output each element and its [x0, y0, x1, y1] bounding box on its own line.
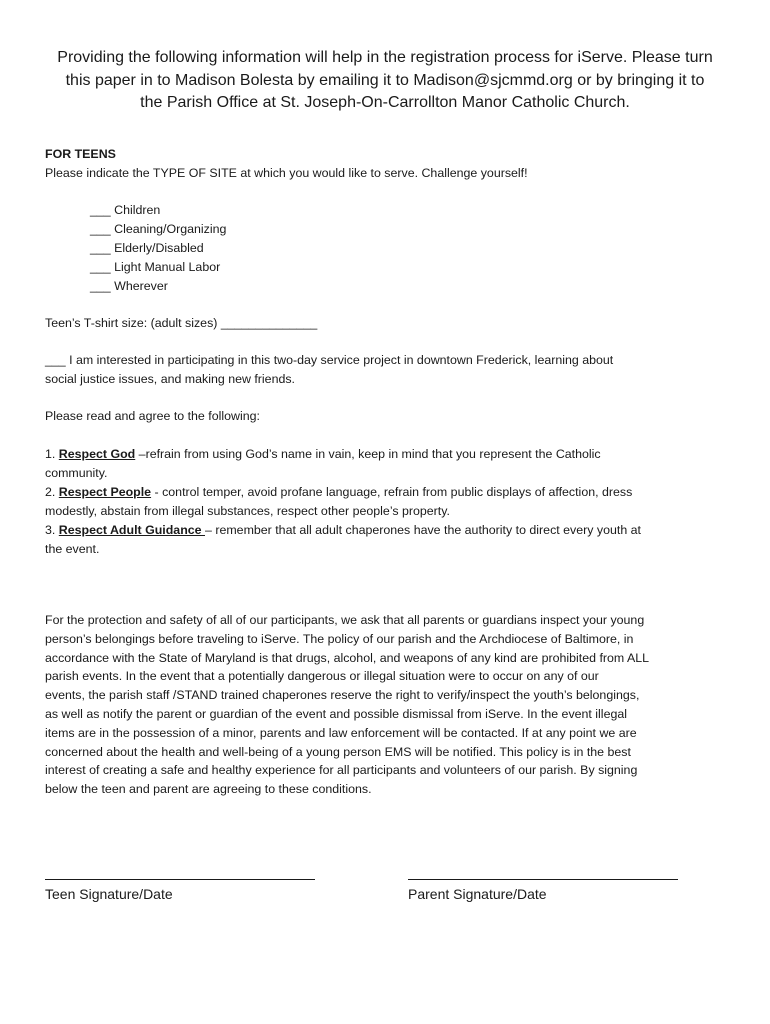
agreement-text: - control temper, avoid profane language, refrain from public displays of affection, dress: [151, 485, 633, 499]
site-option-label: Light Manual Labor: [114, 260, 221, 274]
site-option[interactable]: [90, 239, 226, 258]
site-option-blank: ___: [90, 279, 111, 293]
for-teens-heading: FOR TEENS: [45, 147, 116, 161]
site-type-list: [90, 201, 226, 296]
policy-line: items are in the possession of a minor, parents and law enforcement will be contacted. If at any point we are: [45, 725, 637, 740]
tshirt-size-label: Teen’s T-shirt size: (adult sizes): [45, 316, 218, 330]
agreement-title: Respect Adult Guidance: [58, 523, 205, 537]
policy-line: interest of creating a safe and healthy experience for all participants and volunteers of our parish. By signing: [45, 763, 638, 778]
parent-signature-line[interactable]: [408, 879, 678, 880]
interest-line: social justice issues, and making new friends.: [45, 372, 295, 386]
intro-line: this paper in to Madison Bolesta by emailing it to Madison@sjcmmd.org or by bringing it to: [65, 71, 705, 89]
site-option[interactable]: [90, 201, 226, 220]
agreement-text: community.: [45, 466, 108, 480]
intro-line: the Parish Office at St. Joseph-On-Carrollton Manor Catholic Church.: [140, 94, 630, 111]
policy-line: as well as notify the parent or guardian of the event and possible dismissal from iServe. In the event illegal: [45, 706, 627, 721]
site-type-prompt: Please indicate the TYPE OF SITE at which you would like to serve. Challenge yourself!: [45, 166, 528, 180]
site-option-blank: ___: [90, 203, 111, 217]
site-option-label: Cleaning/Organizing: [114, 222, 227, 236]
interest-statement: [45, 351, 613, 389]
agreement-intro: Please read and agree to the following:: [45, 409, 260, 423]
site-option-blank: ___: [90, 260, 111, 274]
agreement-number: 2.: [45, 485, 56, 499]
site-option[interactable]: [90, 258, 226, 277]
agreement-text: – remember that all adult chaperones have the authority to direct every youth at: [205, 523, 641, 537]
teen-signature-label: Teen Signature/Date: [45, 886, 173, 902]
parent-signature-label: Parent Signature/Date: [408, 886, 547, 902]
policy-line: events, the parish staff /STAND trained chaperones reserve the right to verify/inspect the youth’s belongings,: [45, 688, 640, 703]
agreement-text: the event.: [45, 542, 100, 556]
agreement-number: 3.: [45, 523, 56, 537]
intro-line: Providing the following information will help in the registration process for iServe. Please turn: [57, 49, 713, 66]
site-option[interactable]: [90, 220, 226, 239]
agreement-text: –refrain from using God’s name in vain, keep in mind that you represent the Catholic: [135, 447, 601, 461]
site-option[interactable]: [90, 277, 226, 296]
policy-line: person’s belongings before traveling to iServe. The policy of our parish and the Archdiocese of Baltimore, in: [45, 631, 634, 646]
agreement-item: [45, 445, 641, 483]
site-option-label: Elderly/Disabled: [114, 241, 204, 255]
agreement-item: [45, 483, 641, 521]
interest-line: I am interested in participating in this two-day service project in downtown Frederick, learning about: [69, 353, 614, 367]
agreement-list: [45, 445, 641, 559]
tshirt-size-row: [45, 314, 317, 333]
agreement-title: Respect People: [58, 485, 152, 499]
agreement-text: modestly, abstain from illegal substances, respect other people’s property.: [45, 504, 450, 518]
site-option-label: Wherever: [114, 279, 168, 293]
teen-signature-line[interactable]: [45, 879, 315, 880]
site-option-blank: ___: [90, 222, 111, 236]
agreement-item: [45, 521, 641, 559]
agreement-number: 1.: [45, 447, 56, 461]
tshirt-size-blank[interactable]: ______________: [220, 316, 318, 330]
policy-line: accordance with the State of Maryland is that drugs, alcohol, and weapons of any kind are prohibited from ALL: [45, 650, 650, 665]
interest-blank[interactable]: ___: [45, 353, 66, 367]
policy-line: below the teen and parent are agreeing to these conditions.: [45, 782, 372, 797]
site-option-label: Children: [114, 203, 161, 217]
safety-policy-paragraph: [45, 611, 649, 799]
intro-paragraph: [40, 47, 730, 115]
policy-line: concerned about the health and well-being of a young person EMS will be notified. This policy is in the best: [45, 744, 631, 759]
site-option-blank: ___: [90, 241, 111, 255]
agreement-title: Respect God: [58, 447, 136, 461]
policy-line: parish events. In the event that a potentially dangerous or illegal situation were to occur on any of our: [45, 669, 599, 684]
policy-line: For the protection and safety of all of our participants, we ask that all parents or guardians inspect your young: [45, 613, 645, 627]
